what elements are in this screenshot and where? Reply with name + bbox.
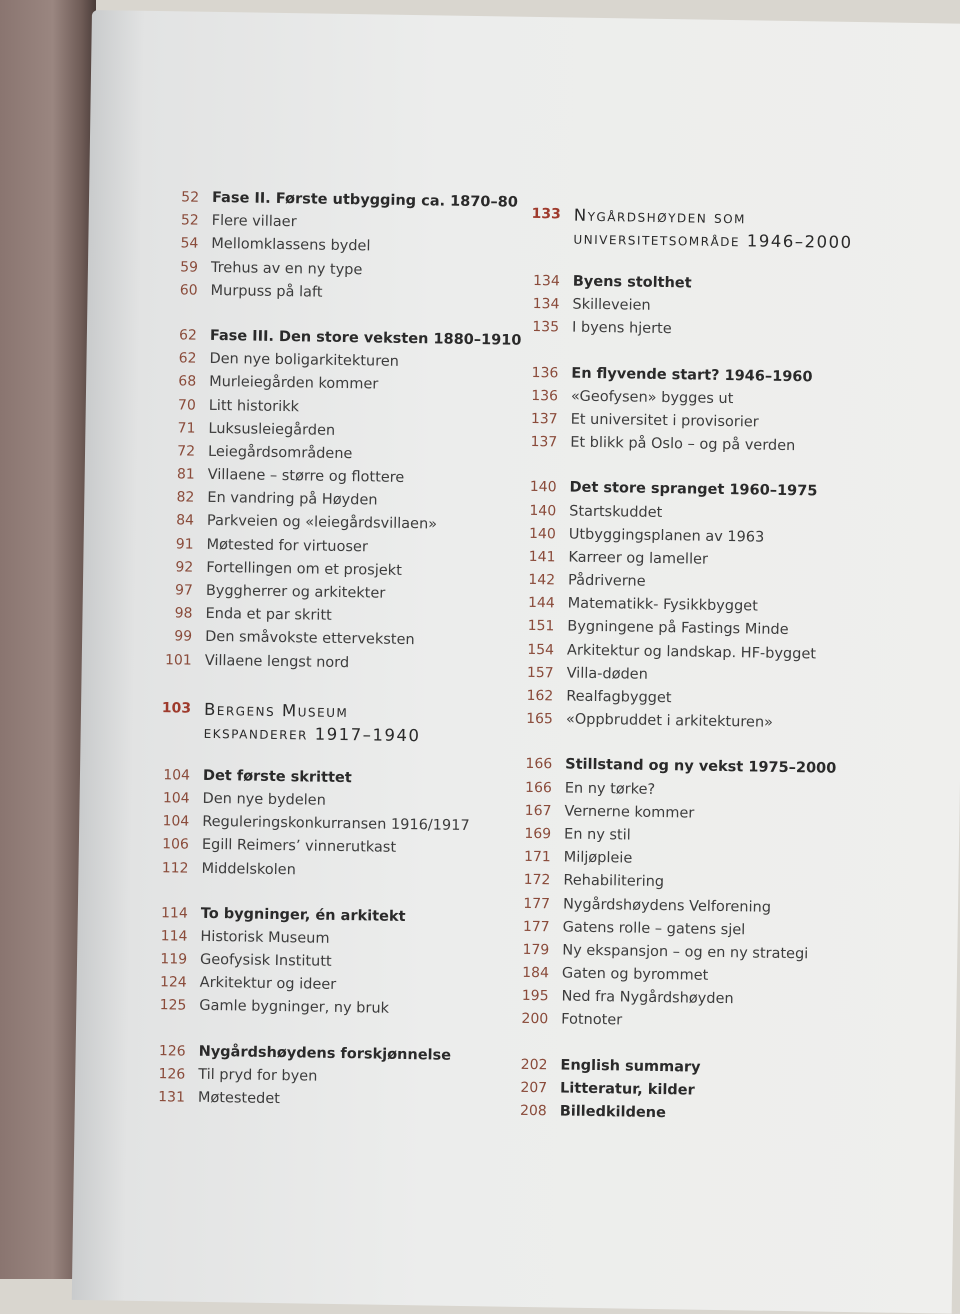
toc-page-number: 106	[162, 836, 190, 853]
toc-page-number: 179	[522, 941, 550, 959]
toc-page-number: 167	[524, 802, 552, 820]
toc-page-number: 137	[530, 410, 558, 428]
toc-entry	[513, 711, 893, 740]
toc-page-number: 104	[162, 813, 190, 830]
toc-entry-title: Gaten og byrommet	[561, 965, 709, 984]
section-page-number: 103	[161, 699, 192, 717]
toc-entry-title: Luksusleiegården	[208, 420, 336, 439]
toc-entry	[508, 1011, 888, 1040]
toc-entry-title: Middelskolen	[201, 860, 296, 878]
toc-page-number: 82	[176, 489, 195, 506]
section-title	[203, 698, 420, 747]
toc-entry	[157, 282, 487, 310]
toc-page-number: 101	[164, 651, 192, 669]
toc-entry-title: Den nye bydelen	[202, 790, 326, 809]
toc-group	[513, 479, 897, 740]
toc-page-number: 126	[158, 1065, 186, 1083]
toc-page-number: 84	[176, 512, 195, 530]
toc-entry-title: Egill Reimers’ vinnerutkast	[201, 837, 397, 857]
toc-entry	[517, 434, 897, 463]
toc-section-heading	[520, 203, 901, 255]
toc-entry-title: Nygårdshøydens forskjønnelse	[198, 1043, 452, 1064]
toc-entry-title: Karreer og lameller	[568, 549, 709, 568]
toc-group	[148, 767, 480, 888]
toc-entry	[519, 319, 899, 348]
toc-page-number: 202	[520, 1056, 548, 1073]
toc-entry-title: Litt historikk	[208, 397, 300, 415]
toc-entry-title: Rehabilitering	[563, 872, 665, 891]
toc-entry-title: Fortellingen om et prosjekt	[206, 559, 402, 579]
toc-entry-title: Villaene lengst nord	[204, 652, 350, 671]
toc-entry-title: Startskuddet	[569, 503, 663, 521]
toc-groups	[507, 273, 900, 1132]
toc-entry-title: Et blikk på Oslo – og på verden	[570, 434, 796, 455]
toc-entry-title: Realfagbygget	[566, 688, 672, 707]
toc-entry-title: Parkveien og «leiegårdsvillaen»	[206, 513, 438, 533]
toc-page-number: 91	[175, 536, 194, 553]
toc-entry-title: Trehus av en ny type	[210, 259, 363, 278]
toc-entry-title: Litteratur, kilder	[559, 1080, 695, 1099]
toc-page-number: 134	[532, 296, 560, 313]
book-page	[72, 10, 960, 1314]
toc-entry-title: Fotnoter	[561, 1011, 623, 1029]
toc-entry-title: Flere villaer	[211, 213, 297, 231]
toc-page-number: 144	[527, 595, 555, 612]
toc-page-number: 99	[174, 628, 193, 646]
toc-entry-title: Til pryd for byen	[198, 1066, 318, 1085]
toc-page-number: 134	[532, 272, 560, 290]
toc-group	[152, 327, 522, 680]
toc-entry-title: Arkitektur og landskap. HF-bygget	[566, 642, 817, 663]
toc-entry-title: Ned fra Nygårdshøyden	[561, 988, 734, 1008]
toc-page-number: 71	[177, 420, 196, 437]
toc-group	[145, 1043, 476, 1118]
toc-group	[519, 273, 900, 349]
toc-page-number: 92	[175, 559, 194, 576]
toc-entry-title: Byggherrer og arkitekter	[205, 582, 386, 602]
toc-entry-title: Fase III. Den store veksten 1880–1910	[209, 327, 522, 349]
toc-page-number: 208	[519, 1102, 547, 1120]
toc-page-number: 135	[532, 319, 560, 336]
toc-entry-title: Møtested for virtuoser	[206, 536, 368, 556]
toc-page-number: 52	[180, 212, 199, 229]
toc-entry	[152, 652, 482, 680]
toc-page-number: 68	[178, 373, 197, 390]
toc-entry-title: English summary	[560, 1057, 701, 1076]
toc-entry-title: Murpuss på laft	[210, 282, 323, 301]
toc-entry-title: En vandring på Høyden	[207, 490, 378, 509]
toc-entry	[148, 859, 478, 887]
toc-entry-title: Murleiegården kommer	[209, 374, 379, 393]
toc-page-number: 62	[178, 350, 197, 367]
toc-group	[517, 364, 898, 463]
toc-page-number: 114	[160, 928, 188, 945]
toc-entry-title: Byens stolthet	[572, 273, 692, 292]
toc-entry-title: Gatens rolle – gatens sjel	[562, 919, 746, 939]
toc-entry-title: Billedkildene	[559, 1103, 667, 1122]
toc-entry-title: Stillstand og ny vekst 1975–2000	[565, 756, 837, 778]
toc-entry-title: Det første skrittet	[202, 767, 352, 786]
toc-entry-title: Den nye boligarkitekturen	[209, 351, 400, 370]
toc-page-number: 166	[524, 779, 552, 796]
toc-entry-title: Leiegårdsområdene	[207, 443, 353, 463]
toc-entry-title: Geofysisk Institutt	[199, 951, 332, 970]
toc-entry-title: Vernerne kommer	[564, 803, 695, 822]
toc-group	[146, 905, 478, 1026]
toc-section-heading	[150, 697, 481, 748]
toc-page-number: 126	[158, 1042, 186, 1060]
toc-page-number: 184	[522, 964, 550, 982]
toc-entry-title: Historisk Museum	[200, 928, 330, 947]
toc-page-number: 124	[159, 974, 187, 991]
toc-entry-title: «Oppbruddet i arkitekturen»	[565, 711, 774, 731]
toc-entry-title: To bygninger, én arkitekt	[200, 905, 406, 925]
toc-left-column	[144, 189, 522, 1139]
toc-page-number: 131	[158, 1089, 186, 1106]
toc-page-number: 166	[525, 756, 553, 773]
toc-entry-title: Det store spranget 1960–1975	[569, 479, 818, 500]
toc-entry-title: Villaene – større og flottere	[207, 466, 405, 487]
toc-entry-title: Mellomklassens bydel	[211, 236, 371, 255]
toc-entry	[507, 1103, 887, 1132]
toc-page-number: 81	[176, 466, 195, 483]
toc-entry-title: Møtestedet	[197, 1089, 281, 1108]
toc-page-number: 72	[177, 443, 196, 460]
toc-page-number: 177	[523, 895, 551, 912]
toc-group	[508, 756, 892, 1040]
toc-page-number: 171	[523, 849, 551, 866]
toc-page-number: 119	[160, 951, 188, 968]
toc-page-number: 162	[526, 687, 554, 705]
toc-entry-title: Fase II. Første utbygging ca. 1870–80	[211, 189, 519, 211]
section-page-number: 133	[531, 205, 561, 223]
toc-group	[507, 1056, 888, 1132]
toc-page-number: 140	[529, 479, 557, 496]
toc-page-number: 62	[178, 327, 198, 344]
toc-page-number: 114	[160, 904, 188, 922]
toc-entry-title: Nygårdshøydens Velforening	[562, 896, 772, 916]
toc-page-number: 137	[530, 434, 558, 451]
toc-page-number: 54	[180, 235, 199, 253]
toc-entry-title: Bygningene på Fastings Minde	[567, 618, 789, 639]
toc-page-number: 59	[180, 258, 199, 276]
toc-group	[157, 189, 519, 310]
toc-page-number: 154	[527, 641, 555, 658]
toc-entry-title: En flyvende start? 1946–1960	[571, 365, 813, 385]
toc-entry-title: En ny tørke?	[564, 780, 656, 798]
toc-entry-title: I byens hjerte	[571, 319, 672, 338]
toc-entry-title: Miljøpleie	[563, 849, 633, 867]
section-title-line: universitetsområde 1946–2000	[573, 228, 853, 252]
section-title-line: Nygårdshøyden som	[573, 205, 747, 228]
toc-entry-title: Den småvokste etterveksten	[205, 629, 415, 649]
toc-entry-title: Arkitektur og ideer	[199, 975, 337, 994]
toc-page-number: 207	[520, 1079, 548, 1097]
toc-page-number: 97	[174, 582, 194, 599]
toc-groups-a	[152, 189, 522, 680]
toc-page-number: 157	[526, 664, 554, 682]
toc-page-number: 165	[526, 711, 554, 728]
toc-entry-title: Et universitet i provisorier	[570, 411, 759, 431]
toc-page-number: 195	[521, 988, 549, 1005]
toc-page-number: 98	[174, 605, 193, 622]
toc-page-number: 136	[531, 364, 559, 381]
toc-entry-title: Gamle bygninger, ny bruk	[199, 998, 390, 1018]
toc-page-number: 70	[177, 396, 196, 414]
toc-page-number: 169	[524, 825, 552, 843]
toc-entry-title: Enda et par skritt	[205, 606, 332, 625]
toc-entry	[145, 1089, 475, 1117]
section-title-line: Bergens Museum	[203, 699, 349, 721]
section-title	[573, 204, 853, 254]
toc-page-number: 141	[528, 548, 556, 566]
toc-entry-title: En ny stil	[563, 826, 631, 844]
toc-page-number: 52	[181, 189, 200, 206]
toc-page-number: 125	[159, 997, 187, 1015]
toc-page-number: 151	[527, 618, 555, 635]
toc-page-number: 177	[522, 918, 550, 935]
toc-page-number: 104	[163, 766, 191, 784]
toc-page-number: 140	[529, 502, 557, 519]
toc-groups-b	[145, 767, 480, 1118]
toc-entry	[146, 997, 476, 1025]
toc-page-number: 142	[528, 571, 556, 589]
toc-page-number: 172	[523, 872, 551, 889]
toc-entry-title: Skilleveien	[572, 296, 651, 314]
toc-right-column	[506, 203, 901, 1154]
toc-entry-title: Villa-døden	[566, 665, 648, 683]
toc-page-number: 136	[531, 387, 559, 405]
toc-page-number: 140	[528, 525, 556, 543]
toc-entry-title: Utbyggingsplanen av 1963	[568, 526, 765, 546]
toc-entry-title: Ny ekspansjon – og en ny strategi	[562, 942, 809, 963]
toc-page-number: 104	[162, 790, 190, 807]
toc-page-number: 200	[521, 1011, 549, 1028]
toc-entry-title: Pådriverne	[567, 572, 646, 590]
toc-page-number: 112	[161, 859, 189, 877]
toc-entry-title: «Geofysen» bygges ut	[570, 388, 734, 407]
toc-entry-title: Matematikk- Fysikkbygget	[567, 595, 758, 615]
toc-entry-title: Reguleringskonkurransen 1916/1917	[202, 813, 470, 835]
toc-page-number: 60	[179, 282, 198, 299]
section-title-line: ekspanderer 1917–1940	[203, 722, 421, 745]
